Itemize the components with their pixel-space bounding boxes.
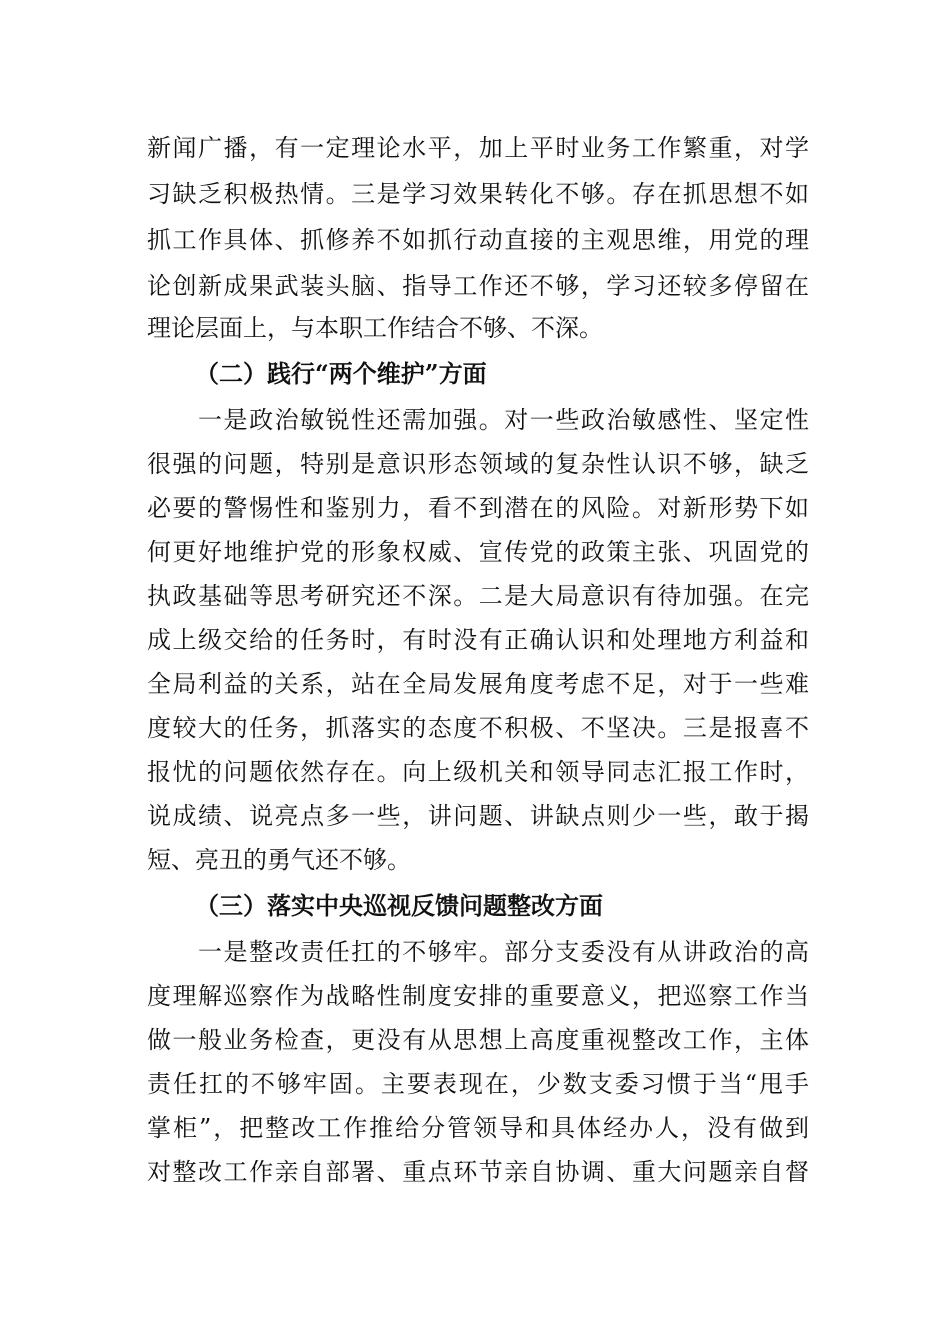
section-heading: （二）践行“两个维护”方面 (195, 359, 487, 388)
paragraph-line: 成上级交给的任务时，有时没有正确认识和处理地方利益和 (147, 626, 809, 654)
paragraph-line: 度较大的任务，抓落实的态度不积极、不坚决。三是报喜不 (147, 714, 809, 742)
paragraph-line: 做一般业务检查，更没有从思想上高度重视整改工作，主体 (147, 1026, 809, 1054)
paragraph-line: 一是政治敏锐性还需加强。对一些政治敏感性、坚定性 (147, 406, 809, 434)
paragraph-line: 何更好地维护党的形象权威、宣传党的政策主张、巩固党的 (147, 538, 809, 566)
paragraph-line: 必要的警惕性和鉴别力，看不到潜在的风险。对新形势下如 (147, 494, 809, 522)
paragraph-line: 责任扛的不够牢固。主要表现在，少数支委习惯于当“甩手 (147, 1070, 809, 1098)
paragraph-line: 新闻广播，有一定理论水平，加上平时业务工作繁重，对学 (147, 134, 809, 162)
paragraph-line: 度理解巡察作为战略性制度安排的重要意义，把巡察工作当 (147, 982, 809, 1010)
paragraph-line: 对整改工作亲自部署、重点环节亲自协调、重大问题亲自督 (147, 1158, 809, 1186)
paragraph-line: 报忧的问题依然存在。向上级机关和领导同志汇报工作时， (147, 758, 809, 786)
paragraph-line: 一是整改责任扛的不够牢。部分支委没有从讲政治的高 (147, 938, 809, 966)
paragraph-line: 执政基础等思考研究还不深。二是大局意识有待加强。在完 (147, 582, 809, 610)
paragraph-line: 很强的问题，特别是意识形态领域的复杂性认识不够，缺乏 (147, 450, 809, 478)
paragraph-line: 习缺乏积极热情。三是学习效果转化不够。存在抓思想不如 (147, 180, 809, 208)
section-heading: （三）落实中央巡视反馈问题整改方面 (195, 891, 603, 920)
paragraph-line: 掌柜”，把整改工作推给分管领导和具体经办人，没有做到 (147, 1114, 809, 1142)
paragraph-line: 理论层面上，与本职工作结合不够、不深。 (147, 314, 603, 342)
paragraph-line: 论创新成果武装头脑、指导工作还不够，学习还较多停留在 (147, 272, 809, 300)
paragraph-line: 短、亮丑的勇气还不够。 (147, 846, 411, 874)
paragraph-line: 抓工作具体、抓修养不如抓行动直接的主观思维，用党的理 (147, 226, 809, 254)
paragraph-line: 说成绩、说亮点多一些，讲问题、讲缺点则少一些，敢于揭 (147, 802, 809, 830)
paragraph-line: 全局利益的关系，站在全局发展角度考虑不足，对于一些难 (147, 670, 809, 698)
